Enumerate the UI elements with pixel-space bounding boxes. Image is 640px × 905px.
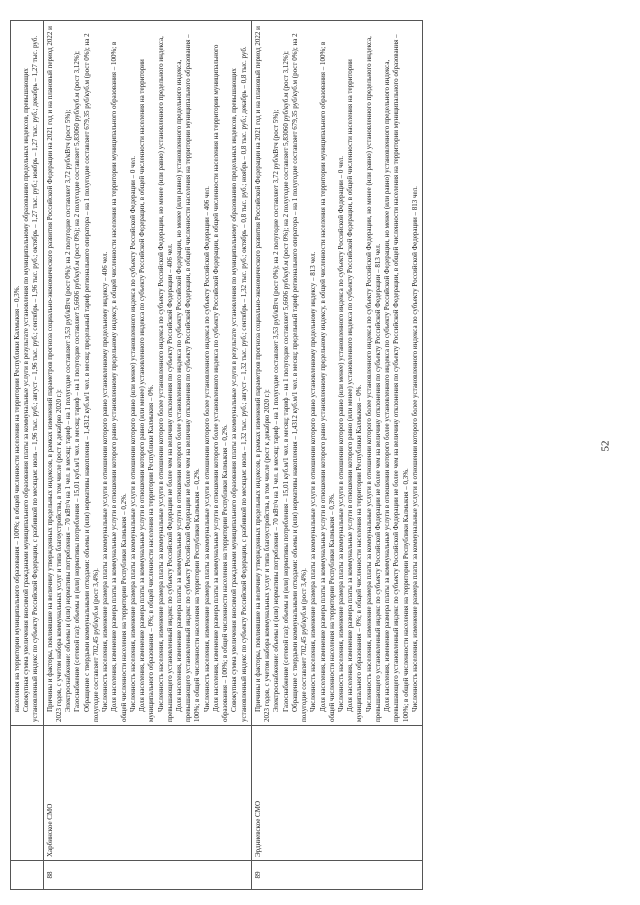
paragraph: Доля населения, изменение размера платы за коммунальные услуги в отношении которого равно (или менее) установленного индекса по субъекту Российской Федерации, в общей численности населения на территории муниципального образования – 0%; в общей численности населения на территории Республики Калмыкия – 0%. <box>346 59 364 722</box>
paragraph: Численность населения, изменение размера платы за коммунальные услуги в отношении которого более установленного индекса по субъекту Российской Федерации, но менее (или равно) установленного предельного индекса, превышающего установленный индекс по субъекту Российской Федерации не более чем на величину отклонения по субъекту Российской Федерации – 813 чел. <box>364 36 382 722</box>
row-number-cell <box>11 861 44 890</box>
municipality-cell: Харбинское СМО <box>43 726 251 861</box>
table-row <box>43 21 251 890</box>
paragraph: Обращение с твердыми коммунальными отходами: объемы и (или) нормативы накопления – 1,4312 куб.м/1 чел. в месяц; предельный тариф регионального оператора – на 1 полугодие составляет 679,35 руб/куб.м (рост 0%); на 2 полугодие составляет 702,45 руб/куб.м (рост 3,4%). <box>290 33 309 722</box>
paragraph: Обращение с твердыми коммунальными отходами: объемы и (или) нормативы накопления – 1,4312 куб.м/1 чел. в месяц; предельный тариф регионального оператора – на 1 полугодие составляет 679,35 руб/куб.м (рост 0%); на 2 полугодие составляет 702,45 руб/куб.м (рост 3,4%). <box>82 33 100 722</box>
table-row <box>11 21 44 890</box>
paragraph: Доля населения, изменение размера платы за коммунальные услуги в отношении которого равно установленному предельному индексу, в общей численности населения на территории муниципального образования – 100%; в общей численности населения на территории Республики Калмыкия – 0,2%. <box>110 41 128 722</box>
row-number-cell: 88 <box>43 861 251 890</box>
description-cell <box>43 21 251 726</box>
description-cell <box>11 21 44 726</box>
paragraph: Численность населения, изменение размера платы за коммунальные услуги в отношении которого равно установленному предельному индексу – 406 чел. <box>101 251 110 712</box>
paragraph: Совокупная сумма увеличения вносимой гражданами муниципального образования платы за коммунальные услуги в результате установления по муниципальному образованию предельных индексов, превышающих установленный индекс по субъекту Российской Федерации, с разбивкой по месяцам: июль – 1,96 тыс. руб.; август – 1,96 тыс. руб.; сентябрь – 1,96 тыс. руб.; октябрь – 1,27 тыс. руб.; ноябрь – 1,27 тыс. руб.; декабрь – 1,27 тыс. руб. <box>22 35 40 722</box>
paragraph: Доля населения, изменение размера платы за коммунальные услуги в отношении которого более установленного индекса по субъекту Российской Федерации, но менее (или равно) установленного предельного индекса, превышающего установленный индекс по субъекту Российской Федерации не более чем на величину отклонения по субъекту Российской Федерации, в общей численности населения на территории муниципального образования – 100%; в общей численности населения на территории Республики Калмыкия – 0,2%. <box>174 34 202 722</box>
paragraph: Причины и факторы, повлиявшие на величину утвержденных предельных индексов, в рамках изменений параметров прогноза социально-экономического развития Российской Федерации на 2021 год и на плановый период 2022 и 2023 годов, с учетом набора коммунальных услуг и типа благоустройства, в том числе (рост к декабрю 2020 г.): <box>253 26 272 722</box>
municipality-cell <box>11 726 44 861</box>
paragraph: Численность населения, изменение размера платы за коммунальные услуги в отношении которого более установленного индекса по субъекту Российской Федерации, но менее (или равно) установленного предельного индекса, превышающего установленный индекс по субъекту Российской Федерации не более чем на величину отклонения по субъекту Российской Федерации – 406 чел. <box>156 36 174 722</box>
paragraph: Доля населения, изменение размера платы за коммунальные услуги в отношении которого равно (или менее) установленного индекса по субъекту Российской Федерации, в общей численности населения на территории муниципального образования – 0%; в общей численности населения на территории Республики Калмыкия – 0%. <box>138 59 156 722</box>
paragraph: Доля населения, изменение размера платы за коммунальные услуги в отношении которого более установленного индекса по субъекту Российской Федерации, но менее (или равно) установленного предельного индекса, превышающего установленный индекс по субъекту Российской Федерации не более чем на величину отклонения по субъекту Российской Федерации, в общей численности населения на территории муниципального образования – 100%; в общей численности населения на территории Республики Калмыкия – 0,3%. <box>383 34 410 722</box>
paragraph: Численность населения, изменение размера платы за коммунальные услуги в отношении которого более установленного индекса по субъекту Российской Федерации – 406 чел. <box>202 186 211 712</box>
page-number: 52 <box>599 440 612 452</box>
paragraph: Газоснабжение (сетевой газ): объемы и (или) нормативы потребления – 15,01 куб.м/1 чел. в месяц; тариф – на 1 полугодие составляет 5,6606 руб/куб.м (рост 0%); на 2 полугодие составляет 5,83060 руб/куб.м (рост 3,12%); <box>73 51 82 712</box>
page-content <box>10 20 570 890</box>
paragraph: Доля населения, изменение размера платы за коммунальные услуги в отношении которого более установленного индекса по субъекту Российской Федерации, в общей численности населения на территории муниципального образования – 100%; в общей численности населения на территории Республики Калмыкия – 0,2%. <box>211 44 230 722</box>
paragraph: Доля населения, изменение размера платы за коммунальные услуги в отношении которого равно установленному предельному индексу, в общей численности населения на территории муниципального образования – 100%; в общей численности населения на территории Республики Калмыкия – 0,3%. <box>318 41 336 722</box>
paragraph: Электроснабжение: объемы и (или) нормативы потребления – 70 кВт/ч на 1 чел. в месяц; тариф – на 1 полугодие составляет 3,53 руб/кВтч (рост 0%); на 2 полугодие составляет 3,72 руб/кВтч (рост 5%); <box>272 109 281 712</box>
paragraph: Совокупная сумма увеличения вносимой гражданами муниципального образования платы за коммунальные услуги в результате установления по муниципальному образованию предельных индексов, превышающих установленный индекс по субъекту Российской Федерации, с разбивкой по месяцам: июль – 1,32 тыс. руб.; август – 1,32 тыс. руб.; сентябрь – 1,32 тыс. руб.; октябрь – 0,8 тыс. руб.; ноябрь – 0,8 тыс. руб.; декабрь – 0,8 тыс. руб. <box>230 46 248 722</box>
paragraph: Численность населения, изменение размера платы за коммунальные услуги в отношении которого равно (или менее) установленного индекса по субъекту Российской Федерации – 0 чел. <box>128 156 137 712</box>
paragraph: населения на территории муниципального образования – 100%; в общей численности населения на территории Республики Калмыкия – 0,3%. <box>13 285 21 712</box>
description-cell <box>251 21 422 726</box>
paragraph: Электроснабжение: объемы и (или) нормативы потребления – 70 кВт/ч на 1 чел. в месяц; тариф – на 1 полугодие составляет 3,53 руб/кВтч (рост 0%); на 2 полугодие составляет 3,72 руб/кВтч (рост 5%); <box>64 109 73 712</box>
municipality-cell: Эрдниевское СМО <box>251 726 422 861</box>
table-row <box>251 21 422 890</box>
row-number-cell: 89 <box>251 861 422 890</box>
paragraph: Численность населения, изменение размера платы за коммунальные услуги в отношении которого более установленного индекса по субъекту Российской Федерации – 813 чел. <box>410 186 419 712</box>
paragraph: Численность населения, изменение размера платы за коммунальные услуги в отношении которого равно (или менее) установленного индекса по субъекту Российской Федерации – 0 чел. <box>336 156 345 712</box>
rotated-page <box>10 20 570 890</box>
paragraph: Причины и факторы, повлиявшие на величину утвержденных предельных индексов, в рамках изменений параметров прогноза социально-экономического развития Российской Федерации на 2021 год и на плановый период 2022 и 2023 годов, с учетом набора коммунальных услуг и типа благоустройства, в том числе (рост к декабрю 2020 г.): <box>45 26 63 722</box>
paragraph: Газоснабжение (сетевой газ): объемы и (или) нормативы потребления – 15,01 куб.м/1 чел. в месяц; тариф – на 1 полугодие составляет 5,6606 руб/куб.м (рост 0%); на 2 полугодие составляет 5,83060 руб/куб.м (рост 3,12%); <box>281 51 290 712</box>
paragraph: Численность населения, изменение размера платы за коммунальные услуги в отношении которого равно установленному предельному индексу – 813 чел. <box>309 251 318 712</box>
document-table <box>10 20 423 890</box>
